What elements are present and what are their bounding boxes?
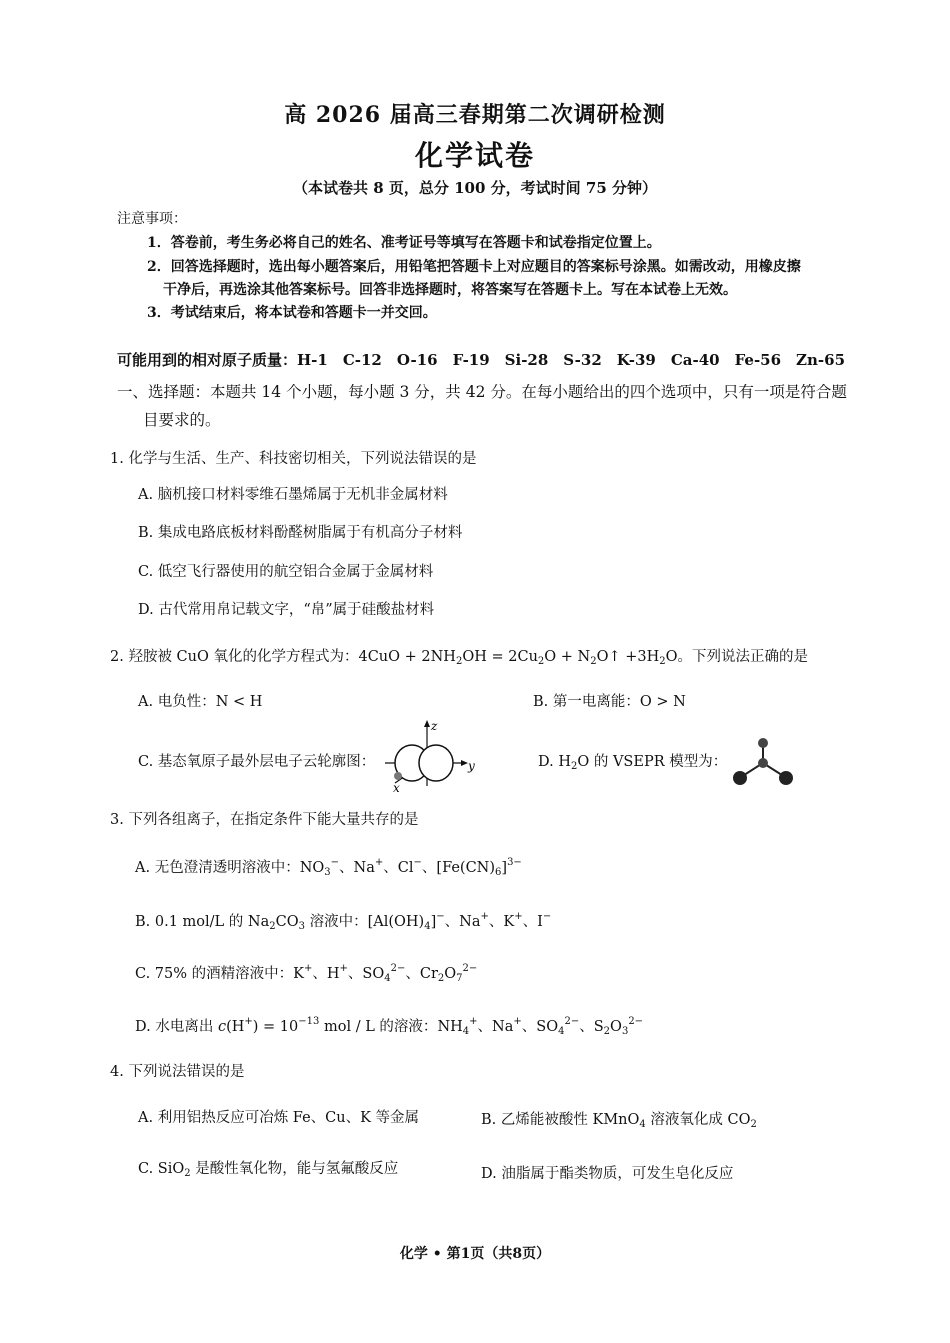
q3-option-d-pre: D. 水电离出 <box>135 1019 218 1035</box>
q2-option-d-post: O 的 VSEPR 模型为： <box>577 754 728 770</box>
page-footer: 化学 • 第1页（共8页） <box>399 1246 551 1262</box>
notice-item-3: 3．考试结束后，将本试卷和答题卡一并交回。 <box>147 305 437 321</box>
q2-option-a: A. 电负性：N < H <box>138 694 263 710</box>
q1-option-a: A. 脑机接口材料零维石墨烯属于无机非金属材料 <box>138 487 448 503</box>
q4-stem: 4. 下列说法错误的是 <box>110 1064 245 1080</box>
q2-option-b: B. 第一电离能：O > N <box>533 694 686 710</box>
q2-stem <box>110 645 808 667</box>
q2-stem-post: 。下列说法正确的是 <box>677 649 809 665</box>
axis-y-label: y <box>468 759 475 773</box>
q4-option-a: A. 利用铝热反应可冶炼 Fe、Cu、K 等金属 <box>138 1110 420 1126</box>
q4-option-c: C. SiO$_2$ 是酸性氧化物，能与氢氟酸反应 <box>138 1161 399 1179</box>
axis-x-label: x <box>393 781 400 793</box>
q3-stem: 3. 下列各组离子，在指定条件下能大量共存的是 <box>110 812 419 828</box>
p-orbital-diagram <box>365 718 480 793</box>
q4-option-d: D. 油脂属于酯类物质，可发生皂化反应 <box>481 1166 734 1182</box>
q4-option-c-post: 是酸性氧化物，能与氢氟酸反应 <box>190 1161 399 1177</box>
exam-title: 高 2026 届高三春期第二次调研检测 <box>284 102 666 128</box>
vsepr-model-diagram <box>728 733 798 791</box>
atomic-masses: 可能用到的相对原子质量：H-1 C-12 O-16 F-19 Si-28 S-32 K-39 Ca-40 Fe-56 Zn-65 <box>117 351 846 369</box>
q3-option-c: C. 75% 的酒精溶液中：K+、H+、$SO_4^{2-}$、$Cr_2O_7^{2-}$ <box>135 963 478 984</box>
notice-item-1: 1．答卷前，考生务必将自己的姓名、准考证号等填写在答题卡和试卷指定位置上。 <box>147 235 661 251</box>
notice-item-2a: 2．回答选择题时，选出每小题答案后，用铅笔把答题卡上对应题目的答案标号涂黑。如需改动，用橡皮擦 <box>147 259 801 275</box>
exam-subject-title: 化学试卷 <box>414 139 535 172</box>
q3-option-b: B. 0.1 mol/L 的 $Na_2CO_3$ 溶液中：$[Al(OH)_4]^-$、Na+、K+、I− <box>135 911 552 932</box>
axis-z-label: z <box>431 719 438 733</box>
q1-option-c: C. 低空飞行器使用的航空铝合金属于金属材料 <box>138 564 434 580</box>
q3-option-b-pre: B. 0.1 mol/L 的 Na <box>135 914 270 930</box>
q3-option-d-mid: 的溶液： <box>374 1019 438 1035</box>
q2-option-d-pre: D. H <box>538 754 571 770</box>
exam-info: （本试卷共 8 页，总分 100 分，考试时间 75 分钟） <box>293 179 657 197</box>
q2-stem-pre: 2. 羟胺被 CuO 氧化的化学方程式为： <box>110 649 359 665</box>
q4-option-b-post: 溶液氧化成 CO <box>645 1112 751 1128</box>
q4-option-c-pre: C. SiO <box>138 1161 185 1177</box>
q3-option-a-pre: A. 无色澄清透明溶液中： <box>135 860 300 876</box>
q3-option-a: A. 无色澄清透明溶液中：$NO_3^-$、Na+、Cl−、$[Fe(CN)_6]^{3-}$ <box>135 857 522 878</box>
q2-equation: $4CuO + 2NH_2OH = 2Cu_2O$ + $N_2O↑ +3H_2O$ <box>358 649 678 667</box>
q2-option-c: C. 基态氧原子最外层电子云轮廓图： <box>138 754 376 770</box>
q2-option-d: D. $H_2O$ 的 VSEPR 模型为： <box>538 754 728 772</box>
q4-option-b-pre: B. 乙烯能被酸性 KMnO <box>481 1112 640 1128</box>
notice-item-2b: 干净后，再选涂其他答案标号。回答非选择题时，将答案写在答题卡上。写在本试卷上无效。 <box>163 282 737 298</box>
q3-option-c-pre: C. 75% 的酒精溶液中： <box>135 966 294 982</box>
q4-option-b: B. 乙烯能被酸性 KMnO$_4$ 溶液氧化成 $CO_2$ <box>481 1112 757 1130</box>
q3-option-d: D. 水电离出 $c(H^+) = 10^{-13}$ mol / L 的溶液：$NH_4^+$、Na+、$SO_4^{2-}$、$S_2O_3^{2-}$ <box>135 1016 644 1037</box>
q1-option-b: B. 集成电路底板材料酚醛树脂属于有机高分子材料 <box>138 525 463 541</box>
section-heading-line2: 目要求的。 <box>143 411 221 429</box>
q3-option-b-mid: CO <box>275 914 299 930</box>
q3-option-b-mid2: 溶液中： <box>304 914 368 930</box>
q1-option-d: D. 古代常用帛记载文字，“帛”属于硅酸盐材料 <box>138 602 435 618</box>
section-heading-line1: 一、选择题：本题共 14 个小题，每小题 3 分，共 42 分。在每小题给出的四个选项中，只有一项是符合题 <box>117 383 847 401</box>
notice-heading: 注意事项： <box>117 211 187 227</box>
q1-stem: 1. 化学与生活、生产、科技密切相关，下列说法错误的是 <box>110 451 477 467</box>
